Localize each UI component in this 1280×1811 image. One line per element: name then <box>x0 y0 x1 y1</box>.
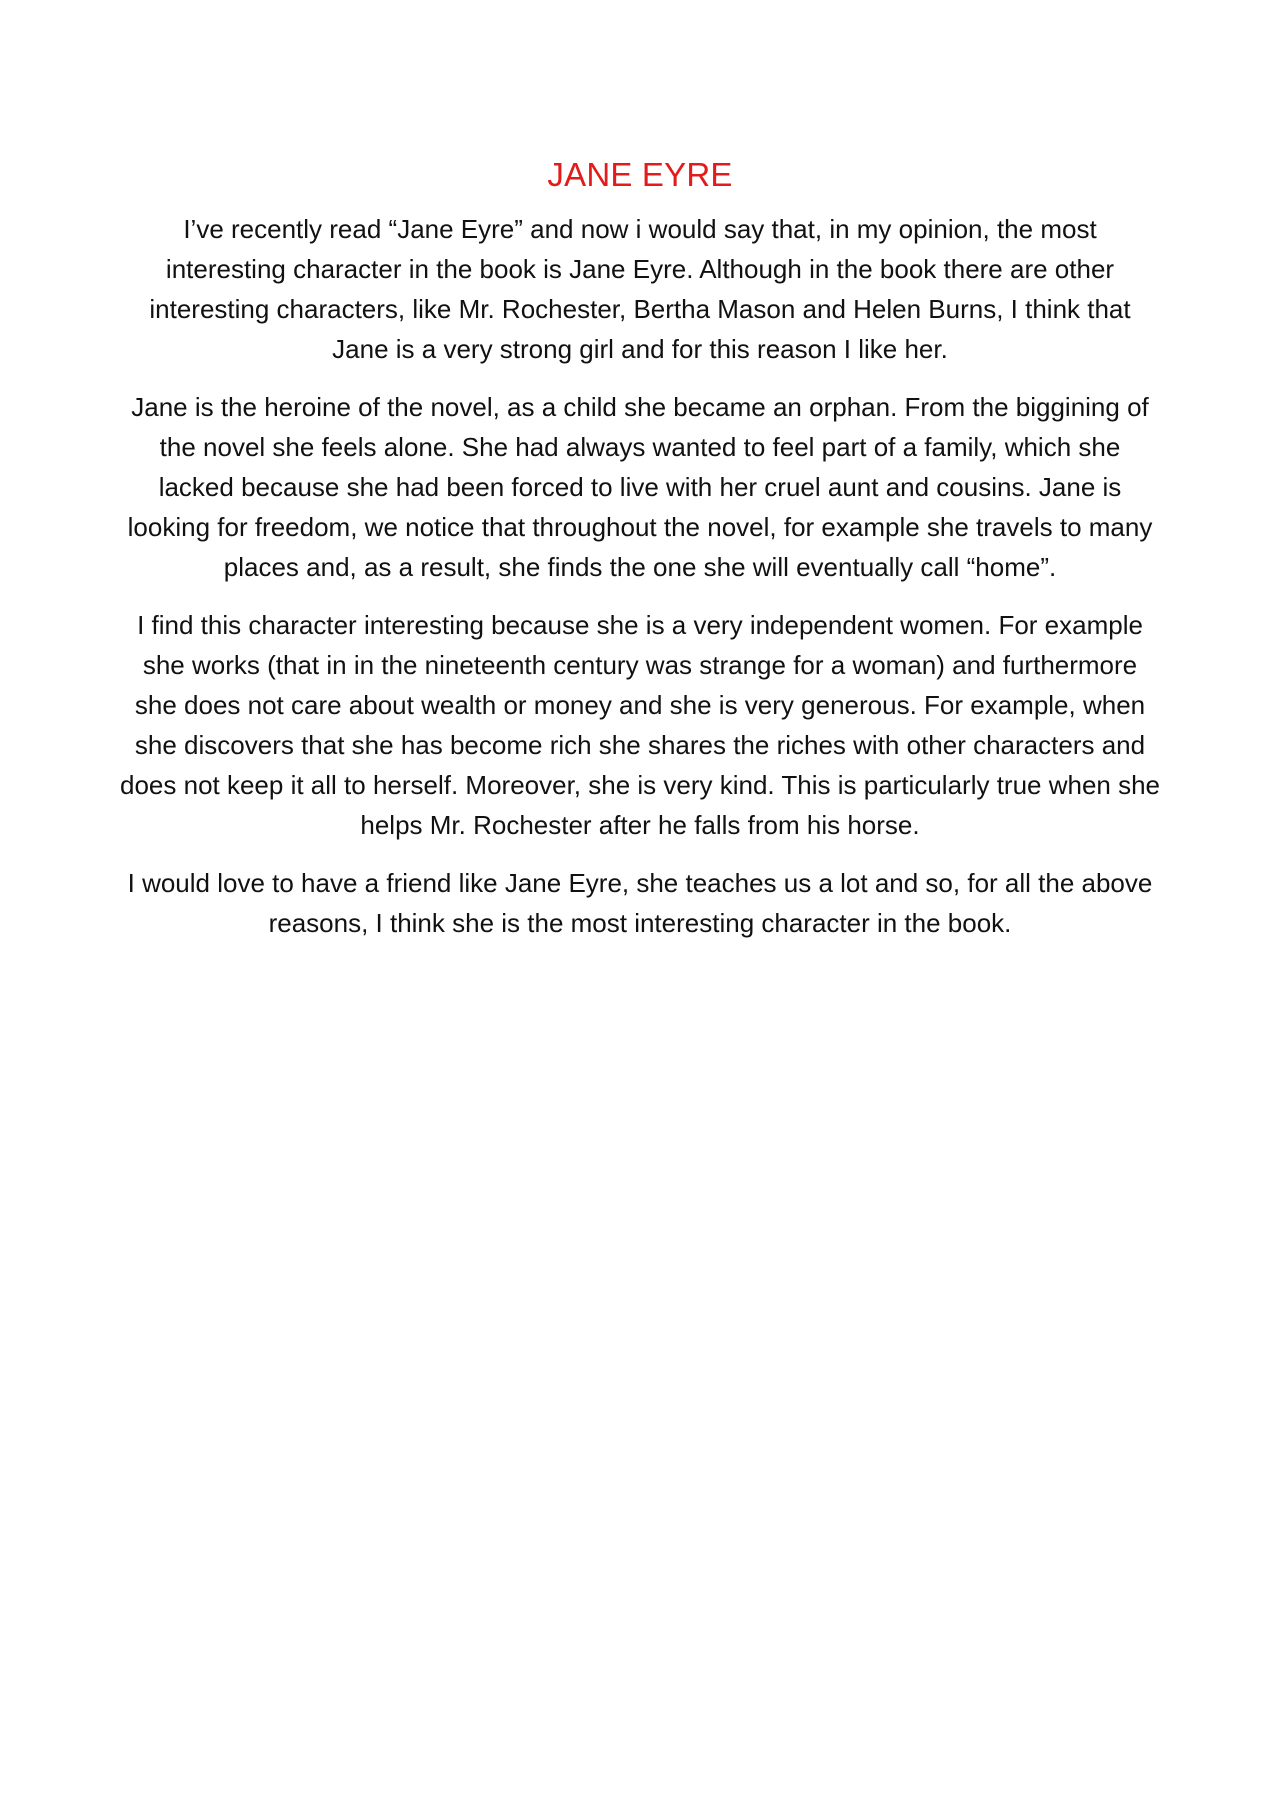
paragraph-4: I would love to have a friend like Jane Eyre, she teaches us a lot and so, for all the above reasons, I think she is the most interesting character in the book. <box>127 868 1153 938</box>
paragraph-1: I’ve recently read “Jane Eyre” and now i would say that, in my opinion, the most interesting character in the book is Jane Eyre. Although in the book there are other interesting characters, like Mr. Rochester, Bertha Mason and Helen Burns, I think that Jane is a very strong girl and for this reason I like her. <box>149 214 1131 364</box>
document-title: JANE EYRE <box>547 156 733 193</box>
document-body <box>120 155 1160 961</box>
paragraph-3: I find this character interesting because she is a very independent women. For example she works (that in in the nineteenth century was strange for a woman) and furthermore she does not care about wealth or money and she is very generous. For example, when she discovers that she has become rich she shares the riches with other characters and does not keep it all to herself. Moreover, she is very kind. This is particularly true when she helps Mr. Rochester after he falls from his horse. <box>120 610 1161 840</box>
paragraph-2: Jane is the heroine of the novel, as a child she became an orphan. From the biggining of the novel she feels alone. She had always wanted to feel part of a family, which she lacked because she had been forced to live with her cruel aunt and cousins. Jane is looking for freedom, we notice that throughout the novel, for example she travels to many places and, as a result, she finds the one she will eventually call “home”. <box>127 392 1153 582</box>
